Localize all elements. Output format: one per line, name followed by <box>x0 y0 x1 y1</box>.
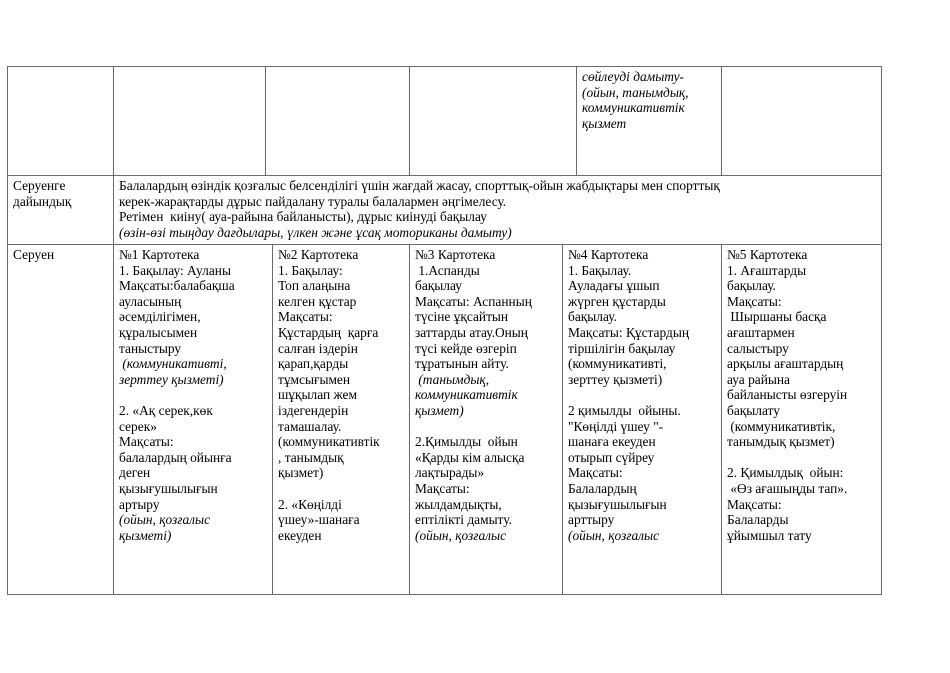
table-top-row <box>7 66 882 176</box>
text-line: тамашалау. <box>278 418 342 434</box>
text-line: салыстыру <box>727 340 789 356</box>
row-label: Серуен <box>13 247 55 262</box>
table-walk-row <box>7 244 882 595</box>
text-line: , танымдық <box>278 449 344 465</box>
text-line: ептілікті дамыту. <box>415 512 512 528</box>
text-line: сөйлеуді дамыту- <box>582 69 685 84</box>
row-label: Серуенге <box>13 178 66 193</box>
text-line: бақылау. <box>727 278 776 294</box>
text-line: құралысымен <box>119 324 198 340</box>
card-file-5 <box>722 245 882 595</box>
text-line: Топ алаңына <box>278 278 351 294</box>
text-line: қызығушылығын <box>568 496 667 512</box>
prep-content-cell <box>114 176 882 245</box>
card-title: №3 Картотека <box>415 247 496 262</box>
text-line-italic: (танымдық, <box>415 371 490 387</box>
text-line: тұмсығымен <box>278 371 351 387</box>
text-line: керек-жарақтарды дұрыс пайдалану туралы балалармен әңгімелесу. <box>119 193 507 209</box>
card-title: №5 Картотека <box>727 247 808 262</box>
text-line: Балалардың <box>568 480 637 496</box>
text-line-italic: зерттеу қызметі) <box>119 371 224 387</box>
card-file-1 <box>114 245 273 595</box>
text-line: тұратынын айту. <box>415 356 509 372</box>
text-line: 1. Бақылау. <box>568 262 632 278</box>
text-line: келген құстар <box>278 293 357 309</box>
text-line: 1. Бақылау: <box>278 262 343 278</box>
text-line: Мақсаты: <box>415 480 470 496</box>
text-line: қызмет) <box>278 465 324 481</box>
text-line: екеуден <box>278 527 322 543</box>
text-line: отырып сүйреу <box>568 449 655 465</box>
spacer <box>278 481 405 497</box>
spacer <box>415 419 558 435</box>
spacer <box>119 387 268 403</box>
text-line: балалардың ойынға <box>119 449 232 465</box>
text-line-italic: қызмет) <box>415 402 464 418</box>
text-line: шанаға екеуден <box>568 434 656 450</box>
table-cell <box>266 67 410 176</box>
text-line: қызмет <box>582 115 627 131</box>
text-line: ағаштармен <box>727 324 795 340</box>
text-line: тіршілігін бақылау <box>568 340 676 356</box>
text-line: «Қарды кім алысқа <box>415 449 525 465</box>
walk-label-cell <box>8 245 114 595</box>
text-line: Мақсаты:балабақша <box>119 278 235 294</box>
text-line: бақылау. <box>568 309 617 325</box>
text-line: Балаларды <box>727 512 789 528</box>
table-cell <box>410 67 577 176</box>
table-cell <box>722 67 882 176</box>
card-title: №4 Картотека <box>568 247 649 262</box>
card-file-2 <box>273 245 410 595</box>
text-line: 1. Ағаштарды <box>727 262 807 278</box>
text-line: зерттеу қызметі) <box>568 371 663 387</box>
text-line: Мақсаты: Аспанның <box>415 293 532 309</box>
text-line-italic: (ойын, қозғалыс <box>119 512 211 528</box>
text-line: арттыру <box>568 512 615 528</box>
text-line: үшеу»-шанаға <box>278 512 360 528</box>
text-line: байланысты өзгеруін <box>727 387 848 403</box>
spacer <box>727 450 877 466</box>
text-line-italic: (өзін-өзі тыңдау дағдылары, үлкен және ұсақ моториканы дамыту) <box>119 224 512 240</box>
text-line: жүрген құстарды <box>568 293 666 309</box>
text-line-italic: коммуникативтік <box>415 387 518 403</box>
text-line: (коммуникативтік <box>278 434 380 450</box>
row-label: дайындық <box>13 193 72 209</box>
text-line: 2. «Ақ серек,көк <box>119 402 213 418</box>
table-cell-activity-note <box>577 67 722 176</box>
text-line: Ретімен киіну( ауа-райына байланысты), дұрыс киінуді бақылау <box>119 209 487 225</box>
text-line: 2. Қимылдық ойын: <box>727 465 844 481</box>
text-line: бақылату <box>727 402 780 418</box>
text-line: заттарды атау.Оның <box>415 324 528 340</box>
card-file-3 <box>410 245 563 595</box>
text-line: лақтырады» <box>415 465 485 481</box>
text-line: танымдық қызмет) <box>727 434 835 450</box>
text-line: ұйымшыл тату <box>727 527 812 543</box>
text-line: Мақсаты: Құстардың <box>568 324 689 340</box>
text-line: қызығушылығын <box>119 480 218 496</box>
text-line: 2. «Көңілді <box>278 496 342 512</box>
text-line: Мақсаты: <box>727 293 782 309</box>
text-line: (коммуникативтік, <box>727 418 836 434</box>
text-line: деген <box>119 465 151 481</box>
table-cell <box>114 67 266 176</box>
text-line: Мақсаты: <box>568 465 623 481</box>
text-line: 2.Қимылды ойын <box>415 434 518 450</box>
text-line: "Көңілді үшеу "- <box>568 418 664 434</box>
text-line-italic: (ойын, қозғалыс <box>415 527 507 543</box>
text-line: түсіне ұқсайтын <box>415 309 509 325</box>
text-line-italic: (ойын, қозғалыс <box>568 527 660 543</box>
prep-label-cell <box>8 176 114 245</box>
text-line: артыру <box>119 496 160 512</box>
card-title: №1 Картотека <box>119 247 200 262</box>
text-line: іздегендерін <box>278 402 349 418</box>
spacer <box>568 387 717 403</box>
text-line: таныстыру <box>119 340 182 356</box>
text-line: бақылау <box>415 278 462 294</box>
table-cell <box>8 67 114 176</box>
card-file-4 <box>563 245 722 595</box>
text-line: арқылы ағаштардың <box>727 356 844 372</box>
text-line: Құстардың қарға <box>278 324 379 340</box>
text-line: коммуникативтік <box>582 100 685 116</box>
text-line: серек» <box>119 418 157 434</box>
text-line: ауласының <box>119 293 182 309</box>
text-line: 1. Бақылау: Ауланы <box>119 262 231 278</box>
text-line: (ойын, танымдық, <box>582 84 689 100</box>
text-line: Мақсаты: <box>119 434 174 450</box>
text-line: Ауладағы ұшып <box>568 278 660 294</box>
text-line: Балалардың өзіндік қозғалыс белсенділігі үшін жағдай жасау, спорттық-ойын жабдықтары мен спорттық <box>119 178 720 193</box>
text-line: 2 қимылды ойыны. <box>568 402 681 418</box>
text-line: (коммуникативті, <box>568 356 667 372</box>
text-line: қарап,қарды <box>278 356 349 372</box>
card-title: №2 Картотека <box>278 247 359 262</box>
text-line: 1.Аспанды <box>415 262 480 278</box>
text-line: әсемділігімен, <box>119 309 201 325</box>
text-line: «Өз ағашыңды тап». <box>727 480 848 496</box>
table-prep-row <box>7 175 882 245</box>
text-line: ауа райына <box>727 371 790 387</box>
text-line: жылдамдықты, <box>415 496 502 512</box>
text-line-italic: (коммуникативті, <box>119 356 227 372</box>
text-line: Мақсаты: <box>727 496 782 512</box>
text-line: Мақсаты: <box>278 309 333 325</box>
text-line: салған іздерін <box>278 340 358 356</box>
text-line: шұқылап жем <box>278 387 357 403</box>
text-line: түсі кейде өзгеріп <box>415 340 517 356</box>
text-line-italic: қызметі) <box>119 527 172 543</box>
text-line: Шыршаны басқа <box>727 309 827 325</box>
